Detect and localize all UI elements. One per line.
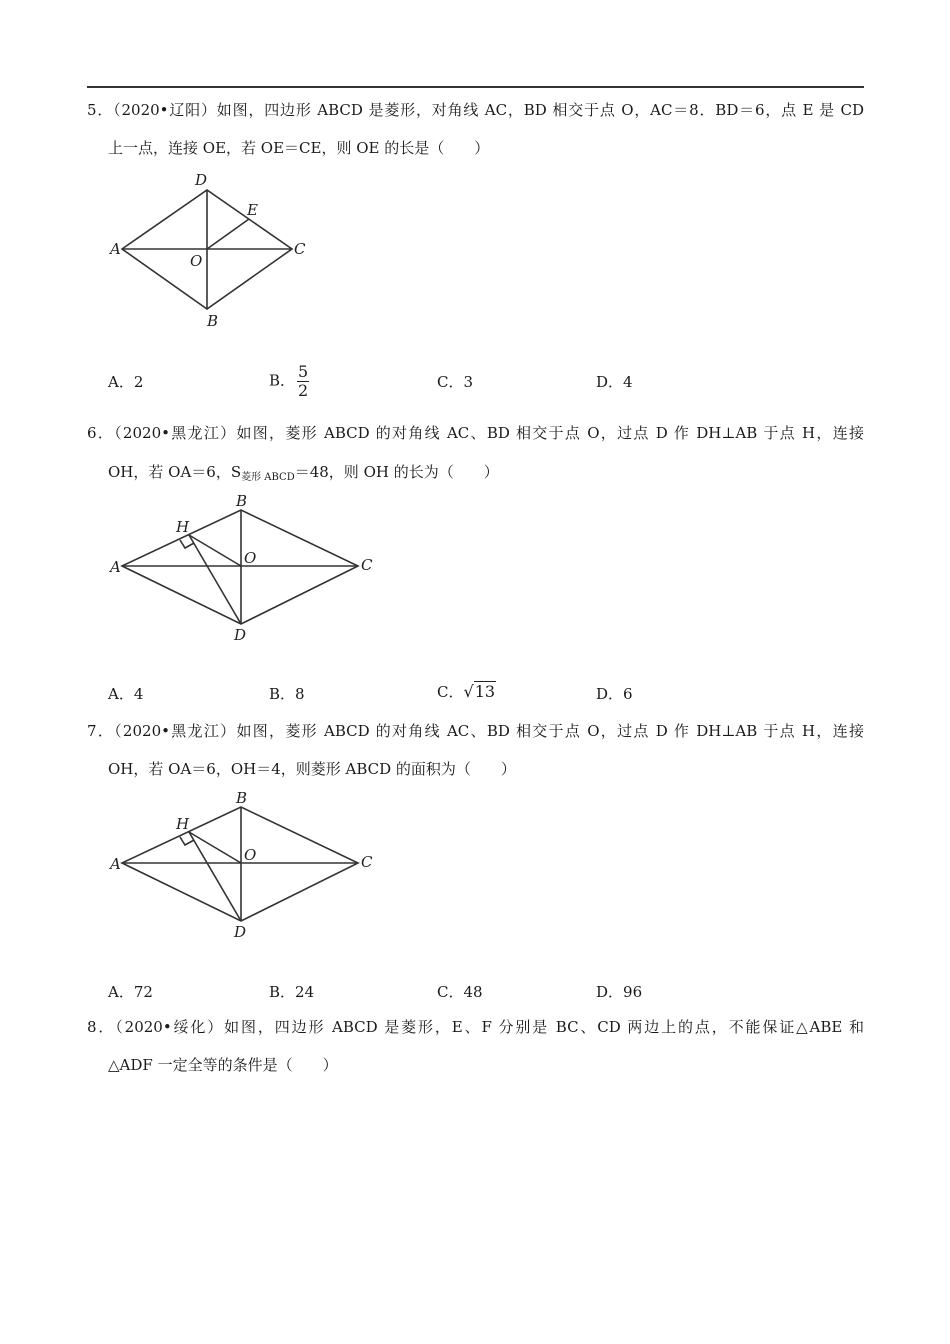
- q5-label-B: B: [207, 312, 219, 330]
- q6-stem-line2: [108, 462, 864, 488]
- q5-label-C: C: [294, 240, 306, 258]
- q7-label-O: O: [244, 846, 257, 864]
- q5-option-b[interactable]: [269, 363, 309, 400]
- q5-fraction-numerator: 5: [298, 362, 309, 381]
- q6-rhombus-figure: [100, 490, 390, 650]
- q5-label-E: E: [247, 201, 258, 219]
- q7-label-H: H: [176, 815, 190, 833]
- q6-stem-line2-post: ＝48，则 OH 的长为（ ）: [294, 463, 499, 481]
- q7-label-A: A: [110, 855, 121, 873]
- q7-label-B: B: [236, 789, 248, 807]
- q8-stem-line1: 8．（2020•绥化）如图，四边形 ABCD 是菱形，E、F 分别是 BC、CD 两边上的点，不能保证△ABE 和: [87, 1018, 864, 1036]
- q5-rhombus-figure: [100, 168, 320, 333]
- q5-stem-line2: 上一点，连接 OE，若 OE＝CE，则 OE 的长是（ ）: [108, 139, 490, 157]
- q6-stem-line2-pre: OH，若 OA＝6，S: [108, 463, 242, 481]
- q6-option-d[interactable]: D．6: [596, 685, 633, 703]
- sqrt-icon: √: [463, 682, 474, 701]
- q6-option-c-sqrt: [463, 682, 496, 702]
- q7-stem-line2: OH，若 OA＝6，OH＝4，则菱形 ABCD 的面积为（ ）: [108, 760, 516, 778]
- q7-rhombus-figure: [100, 787, 390, 947]
- q8-stem-line2: △ADF 一定全等的条件是（ ）: [108, 1056, 338, 1074]
- q6-option-c[interactable]: [437, 682, 496, 702]
- q6-label-A: A: [110, 558, 121, 576]
- q7-option-a[interactable]: A．72: [108, 983, 153, 1001]
- q6-radicand: 13: [474, 682, 496, 701]
- header-rule: [87, 86, 864, 88]
- q7-label-D: D: [234, 923, 247, 941]
- q7-stem-line1: 7．（2020•黑龙江）如图，菱形 ABCD 的对角线 AC、BD 相交于点 O，过点 D 作 DH⊥AB 于点 H，连接: [87, 722, 864, 740]
- q6-option-a[interactable]: A．4: [108, 685, 144, 703]
- q6-label-C: C: [361, 556, 373, 574]
- q5-label-O: O: [190, 252, 203, 270]
- q5-option-c[interactable]: C．3: [437, 373, 474, 391]
- q6-label-D: D: [234, 626, 247, 644]
- q6-area-subscript: 菱形 ABCD: [241, 472, 295, 483]
- q7-option-d[interactable]: D．96: [596, 983, 643, 1001]
- q6-label-O: O: [244, 549, 257, 567]
- q5-option-a[interactable]: A．2: [108, 373, 144, 391]
- q5-option-b-fraction: [297, 363, 309, 400]
- q5-option-b-prefix: B．: [269, 371, 296, 390]
- q6-option-b[interactable]: B．8: [269, 685, 305, 703]
- q5-label-A: A: [110, 240, 121, 258]
- q6-label-H: H: [176, 518, 190, 536]
- q5-fraction-denominator: 2: [298, 381, 309, 400]
- q5-option-d[interactable]: D．4: [596, 373, 633, 391]
- q6-stem-line1: 6．（2020•黑龙江）如图，菱形 ABCD 的对角线 AC、BD 相交于点 O，过点 D 作 DH⊥AB 于点 H，连接: [87, 424, 864, 442]
- q6-label-B: B: [236, 492, 248, 510]
- q7-label-C: C: [361, 853, 373, 871]
- q7-option-c[interactable]: C．48: [437, 983, 483, 1001]
- q6-option-c-prefix: C．: [437, 683, 464, 701]
- q7-option-b[interactable]: B．24: [269, 983, 315, 1001]
- q5-label-D: D: [195, 171, 208, 189]
- q5-stem-line1: 5．（2020•辽阳）如图，四边形 ABCD 是菱形，对角线 AC，BD 相交于点 O，AC＝8．BD＝6，点 E 是 CD: [87, 101, 864, 119]
